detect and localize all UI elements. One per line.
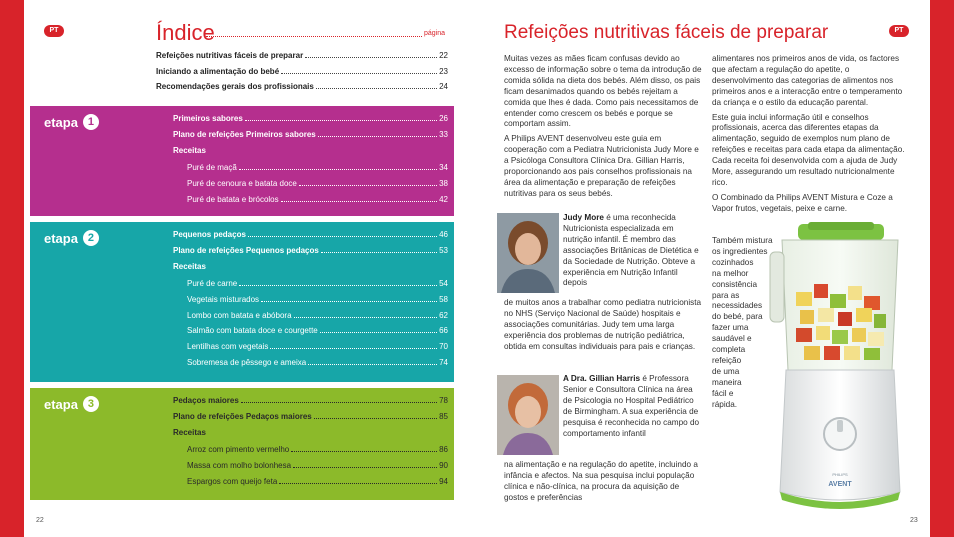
etapa-3-number: 3 [83,396,99,412]
judy-name: Judy More [563,213,604,222]
toc-recipes-heading [173,146,448,155]
toc-recipe-entry[interactable] [187,477,448,486]
toc-entry-label: Espargos com queijo feta [187,476,278,486]
toc-leader-dots [245,120,437,121]
toc-leader-dots [314,418,437,419]
toc-leader-dots [305,57,437,58]
judy-more-photo [497,213,559,293]
toc-top-entry[interactable] [156,67,448,76]
etapa-1-band [30,106,454,216]
toc-recipe-entry[interactable] [187,445,448,454]
toc-page-number: 94 [439,476,448,486]
toc-entry-label: Puré de cenoura e batata doce [187,178,297,188]
etapa-1-number: 1 [83,114,99,130]
toc-top-entry[interactable] [156,82,448,91]
toc-leader-dots [239,169,437,170]
narrow-text-line: saudável e [712,334,752,344]
narrow-text-line: Também mistura [712,236,773,245]
toc-entry-label: Vegetais misturados [187,294,260,304]
toc-leader-dots [261,301,437,302]
toc-leader-dots [316,88,437,89]
narrow-text-line: fazer uma [712,323,749,333]
toc-leader-dots [293,467,437,468]
toc-page-number: 22 [439,51,448,60]
toc-page-number: 90 [439,460,448,470]
toc-etapa-entry[interactable] [173,246,448,255]
toc-entry-label: Salmão com batata doce e courgette [187,326,318,336]
product-brand: AVENT [828,481,852,488]
toc-leader-dots [294,317,438,318]
toc-page-number: 78 [439,396,448,405]
toc-etapa-entry[interactable] [173,412,448,421]
etapa-2-label [44,230,99,246]
toc-page-number: 74 [439,357,448,367]
narrow-text-line: para as [712,290,740,300]
narrow-text-line: refeição [712,355,742,365]
article-column-1 [504,54,702,204]
toc-entry-label: Lentilhas com vegetais [187,342,269,352]
page-number-right: 23 [910,517,918,524]
narrow-text-line: na melhor [712,268,749,278]
toc-entry-label: Primeiros sabores [173,114,243,123]
narrow-text-line: rápida. [712,399,738,409]
toc-entry-label: Arroz com pimento vermelho [187,444,290,454]
toc-page-number: 34 [439,162,448,172]
toc-entry-label: Massa com molho bolonhesa [187,460,292,470]
right-red-edge [930,0,954,537]
toc-page-number: 66 [439,326,448,336]
toc-entry-label: Refeições nutritivas fáceis de preparar [156,51,304,60]
toc-entry-label: Pequenos pedaços [173,230,246,239]
narrow-text-line: necessidades [712,301,763,311]
col2-paragraph-3: O Combinado da Philips AVENT Mistura e Coze a Vapor frutos, vegetais, peixe e carne. [712,192,893,213]
toc-entry-label: Receitas [173,145,206,155]
toc-etapa-entry[interactable] [173,130,448,139]
toc-entry-label: Recomendações gerais dos profissionais [156,82,314,91]
left-red-edge [0,0,24,537]
narrow-text-line: fácil e [712,388,734,398]
article-title: Refeições nutritivas fáceis de preparar [504,22,829,43]
etapa-2-number: 2 [83,230,99,246]
judy-text-a: é uma reconhecida Nutricionista especializada em nutrição infantil. É membro das associações Britânicas de Dietética e da Sociedade de Nutrição. Obteve a experiência em Nutrição Infantil depois [563,213,699,288]
avent-paragraph: A Philips AVENT desenvolveu este guia em cooperação com a Pediatra Nutricionista Judy More e a Psicóloga Consultora Clínica Dra. Gillian Harris, proporcionando aos pais conselhos profissionais na área da alimentação e preparação de refeições nutritivas para os seus bebés. [504,134,699,198]
toc-entry-label: Plano de refeições Pequenos pedaços [173,245,319,255]
toc-page-number: 42 [439,194,448,204]
judy-bio-bottom [504,298,702,353]
judy-bio-top [563,213,701,289]
toc-entry-label: Receitas [173,427,206,437]
toc-etapa-entry[interactable] [173,396,448,405]
toc-page-number: 53 [439,245,448,255]
toc-page-number: 26 [439,114,448,123]
article-column-2 [712,54,908,215]
toc-leader-dots [308,364,437,365]
language-badge-right: PT [889,25,909,37]
toc-page-number: 46 [439,230,448,239]
gillian-bio-top [563,374,701,439]
toc-page-number: 24 [439,82,448,91]
toc-recipes-heading [173,428,448,437]
food-processor-image [760,222,920,514]
toc-recipe-entry[interactable] [187,163,448,172]
narrow-text-line: consistência [712,279,758,289]
toc-page-number: 70 [439,342,448,352]
gillian-harris-photo [497,375,559,455]
etapa-1-label [44,114,99,130]
toc-entry-label: Iniciando a alimentação do bebé [156,66,280,76]
gillian-bio-bottom [504,460,702,504]
toc-recipe-entry[interactable] [187,326,448,335]
gillian-text-b: na alimentação e na regulação do apetite, incluindo a infância e afectos. Na sua pesquisa inclui população clínica e não-clínica, na procura da aquisição de gostos e preferências [504,460,698,502]
toc-page-number: 23 [439,66,448,76]
judy-text-b: de muitos anos a trabalhar como pediatra nutricionista no NHS (Serviço Nacional de Saúde) hospitais e associações comunitárias. Judy tem uma larga experiência dos problemas de nutrição pediátrica, obtida em consultas individuais para pais e crianças. [504,298,702,351]
toc-page-number: 54 [439,278,448,288]
toc-leader-dots [299,185,437,186]
toc-recipe-entry[interactable] [187,179,448,188]
narrow-text-line: de uma [712,366,740,376]
toc-entry-label: Plano de refeições Primeiros sabores [173,129,316,139]
narrow-text-line: os ingredientes [712,246,768,256]
etapa-3-word: etapa [44,396,78,412]
toc-page-number: 85 [439,411,448,421]
toc-page-number: 38 [439,178,448,188]
toc-entry-label: Puré de maçã [187,162,237,172]
product-brand-small: PHILIPS [832,472,848,477]
language-badge-left: PT [44,25,64,37]
index-page-label: página [424,30,446,37]
gillian-name: A Dra. Gillian Harris [563,374,641,383]
toc-page-number: 62 [439,310,448,320]
etapa-1-word: etapa [44,114,78,130]
toc-leader-dots [241,402,437,403]
etapa-3-band [30,388,454,500]
toc-leader-dots [281,201,437,202]
toc-page-number: 58 [439,294,448,304]
narrow-text-line: completa [712,345,746,355]
toc-leader-dots [321,252,437,253]
toc-recipe-entry[interactable] [187,342,448,351]
col2-paragraph-2: Este guia inclui informação útil e conselhos profissionais, acerca das diferentes etapas da alimentação, seguido de exemplos num plano de refeições e receitas para cada etapa da alimentação. Cada receita foi desenvolvida com a ajuda de Judy More, assegurando um resultado nutricionalmente rico. [712,112,905,187]
toc-recipes-heading [173,262,448,271]
narrow-text-line: maneira [712,377,742,387]
etapa-3-label [44,396,99,412]
page-number-left: 22 [36,517,44,524]
toc-entry-label: Pedaços maiores [173,396,239,405]
toc-recipe-entry[interactable] [187,461,448,470]
etapa-2-word: etapa [44,230,78,246]
toc-leader-dots [239,285,437,286]
toc-page-number: 33 [439,129,448,139]
toc-etapa-entry[interactable] [173,114,448,123]
gillian-text-a: é Professora Senior e Consultora Clínica na área de Psicologia no Hospital Pediátrico de Birmingham. A sua experiência de pesquisa é reconhecida no campo do comportamento infantil [563,374,700,438]
toc-entry-label: Receitas [173,261,206,271]
col2-paragraph-1: alimentares nos primeiros anos de vida, os factores que afectam a regulação do apetite, o desenvolvimento das categorias de alimentos nos primeiros anos e a interacção entre o temperamento da criança e o estilo da educação parental. [712,54,903,107]
toc-page-number: 86 [439,444,448,454]
toc-entry-label: Puré de carne [187,278,238,288]
toc-recipe-entry[interactable] [187,195,448,204]
narrow-text-line: do bebé, para [712,312,763,322]
toc-leader-dots [291,451,437,452]
toc-entry-label: Plano de refeições Pedaços maiores [173,411,312,421]
toc-entry-label: Sobremesa de pêssego e ameixa [187,357,307,367]
etapa-2-band [30,222,454,382]
toc-recipe-entry[interactable] [187,279,448,288]
index-title: Índice [156,20,215,45]
toc-etapa-entry[interactable] [173,230,448,239]
toc-leader-dots [248,236,437,237]
intro-paragraph: Muitas vezes as mães ficam confusas devido ao excesso de informação sobre o tema da introdução de comida sólida na dieta dos bebés. Além disso, os pais ficam desanimados quando os bebés rejeitam a comida que lhes é dada. Como pais necessitamos de entender como crescem os bebés e porque se comportam assim. [504,54,702,129]
toc-leader-dots [281,73,437,74]
toc-leader-dots [279,483,437,484]
toc-entry-label: Puré de batata e brócolos [187,194,279,204]
toc-leader-dots [320,332,437,333]
toc-recipe-entry[interactable] [187,358,448,367]
toc-recipe-entry[interactable] [187,311,448,320]
toc-top-entry[interactable] [156,51,448,60]
narrow-text-line: cozinhados [712,257,754,267]
toc-leader-dots [318,136,437,137]
toc-recipe-entry[interactable] [187,295,448,304]
toc-leader-dots [270,348,437,349]
index-title-rule [206,36,422,37]
toc-entry-label: Lombo com batata e abóbora [187,310,292,320]
